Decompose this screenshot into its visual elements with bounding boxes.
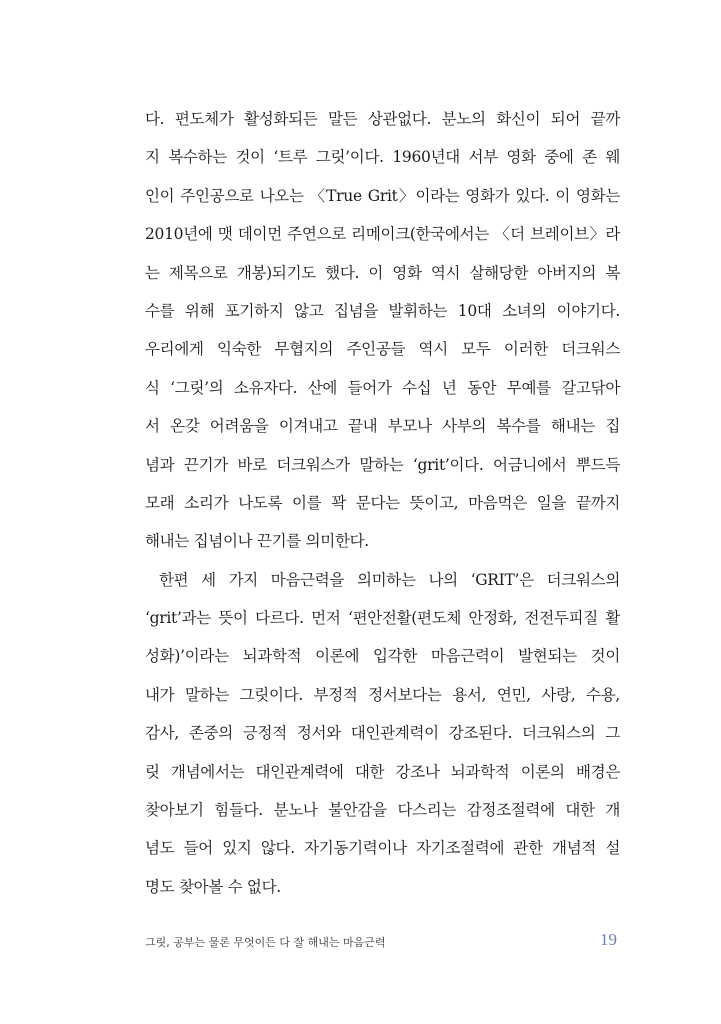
text-line: 릿 개념에서는 대인관계력에 대한 강조나 뇌과학적 이론의 배경은 [145, 762, 620, 781]
text-line: ‘grit’과는 뜻이 다르다. 먼저 ‘편안전활(편도체 안정화, 전전두피질 활 [145, 609, 620, 628]
text-line: 식 ‘그릿’의 소유자다. 산에 들어가 수십 년 동안 무예를 갈고닦아 [145, 378, 620, 397]
text-line: 내가 말하는 그릿이다. 부정적 정서보다는 용서, 연민, 사랑, 수용, [145, 685, 620, 704]
text-line: 감사, 존중의 긍정적 정서와 대인관계력이 강조된다. 더크워스의 그 [145, 724, 620, 743]
page-footer [145, 932, 617, 952]
paragraph-end-line: 명도 찾아볼 수 없다. [145, 877, 281, 896]
text-line: 모래 소리가 나도록 이를 꽉 문다는 뜻이고, 마음먹은 일을 끝까지 [145, 493, 620, 512]
text-line: 다. 편도체가 활성화되든 말든 상관없다. 분노의 화신이 되어 끝까 [145, 110, 620, 128]
body-text [145, 100, 620, 906]
text-line: 지 복수하는 것이 ‘트루 그릿’이다. 1960년대 서부 영화 중에 존 웨 [145, 148, 620, 167]
text-line: 성화)’이라는 뇌과학적 이론에 입각한 마음근력이 발현되는 것이 [145, 647, 620, 666]
text-line: 념도 들어 있지 않다. 자기동기력이나 자기조절력에 관한 개념적 설 [145, 839, 620, 858]
text-line: 서 온갖 어려움을 이겨내고 끝내 부모나 사부의 복수를 해내는 집 [145, 417, 620, 436]
paragraph-end-line: 해내는 집념이나 끈기를 의미한다. [145, 532, 369, 551]
running-title: 그릿, 공부는 물론 무엇이든 다 잘 해내는 마음근력 [145, 936, 386, 949]
text-line: 우리에게 익숙한 무협지의 주인공들 역시 모두 이러한 더크워스 [145, 340, 620, 359]
text-line: 인이 주인공으로 나오는 〈True Grit〉이라는 영화가 있다. 이 영화는 [145, 186, 620, 205]
text-line: 찾아보기 힘들다. 분노나 불안감을 다스리는 감정조절력에 대한 개 [145, 801, 620, 820]
text-line: 념과 끈기가 바로 더크워스가 말하는 ‘grit’이다. 어금니에서 뿌드득 [145, 455, 620, 474]
page-number: 19 [600, 930, 617, 949]
text-line: 2010년에 맷 데이먼 주연으로 리메이크(한국에서는 〈더 브레이브〉라 [145, 225, 620, 244]
text-line: 는 제목으로 개봉)되기도 했다. 이 영화 역시 살해당한 아버지의 복 [145, 263, 620, 282]
paragraph-start-line: 한편 세 가지 마음근력을 의미하는 나의 ‘GRIT’은 더크워스의 [159, 570, 620, 589]
text-line: 수를 위해 포기하지 않고 집념을 발휘하는 10대 소녀의 이야기다. [145, 301, 620, 320]
